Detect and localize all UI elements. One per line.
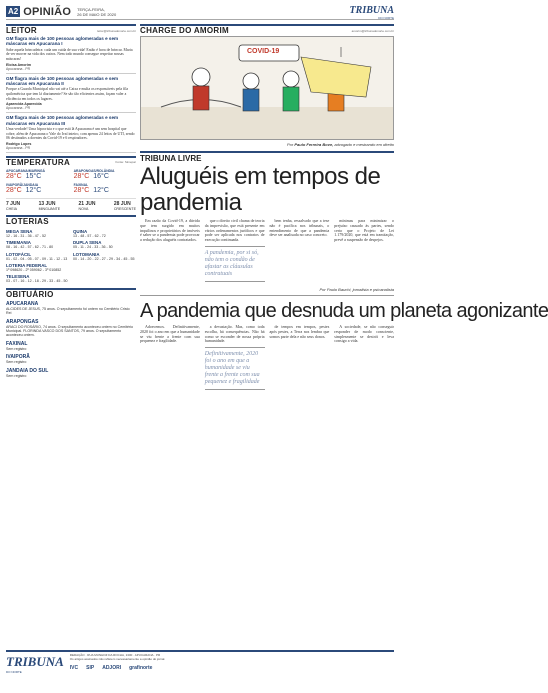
- page-header: [6, 4, 394, 20]
- letter-3: [6, 115, 136, 153]
- article2-column: [334, 325, 394, 393]
- city-temps: [74, 173, 136, 180]
- letter-title: GM flagra mais de 100 pessoas aglomeradas e sem máscaras em Apucarana II: [6, 75, 119, 86]
- lottery-name: TELESENA: [6, 274, 30, 280]
- letter-title: GM flagra mais de 100 pessoas aglomeradas e sem máscaras em Apucarana I: [6, 36, 119, 47]
- lottery-numbers: 00 - 14 - 20 - 22 - 27 - 29 - 34 - 45 - 55: [73, 256, 135, 261]
- city-name: APUCARANA/MARINGÁ: [6, 168, 45, 173]
- obit-city: FAXINAL: [6, 340, 28, 347]
- city-temp: [74, 183, 136, 194]
- page-footer: [6, 650, 394, 690]
- loterias-grid: [6, 227, 136, 261]
- credit-prefix: Por: [287, 142, 294, 147]
- letter-location: Apucarana - PR: [6, 145, 31, 150]
- lottery-name: MEGA SENA: [6, 228, 33, 234]
- lottery-numbers: 01 - 02 - 04 - 05 - 07 - 09 - 11 - 12 - 13: [6, 256, 68, 261]
- letter-title: GM flagra mais de 100 pessoas aglomeradas e sem máscaras em Apucarana III: [6, 115, 119, 126]
- obituario-header: [6, 288, 136, 298]
- obit-city: ARAPONGAS: [6, 318, 39, 325]
- letter-author: Aparecida Aparecida: [6, 102, 42, 107]
- obit-city: IVAIPORÃ: [6, 354, 30, 361]
- letter-body: Uma verdade! Uma hipocrisia e o que está lá Apucarana é um sem hospital que cobre, além de Apucarana o Vale do Ivaí inteiro, com apenas 24 leitos de UTI, sendo 06 destinados a doentes da Covid-19 e 6 respiradores.: [6, 127, 135, 141]
- pull-quote: Definitivamente, 2020 foi o ano em que a humanidade se viu frente a frente com sua pequenez e fragilidade: [205, 347, 265, 390]
- footer-disclaimer: Os artigos assinados não refletem necessariamente a opinião do jornal.: [69, 656, 166, 661]
- temp-row-2: [6, 183, 136, 194]
- moon-date: 13 JUN: [38, 200, 56, 207]
- page-number: A2: [8, 7, 19, 16]
- obit-text: Sem registro: [6, 360, 27, 365]
- letter-2: [6, 76, 136, 114]
- tribuna-livre-title: TRIBUNA LIVRE: [140, 151, 394, 163]
- lottery-numbers: 03 - 07 - 16 - 12 - 18 - 29 - 33 - 45 - 50: [6, 279, 68, 284]
- moon-name: NOVA: [78, 206, 89, 211]
- footer-logo-sub: DO NORTE: [6, 670, 22, 674]
- footer-logo: [6, 654, 64, 690]
- article2-headline: A pandemia que desnuda um planeta agonizante: [140, 299, 548, 322]
- date: [77, 7, 116, 17]
- cartoon-illustration: [140, 36, 394, 140]
- pull-quote: A pandemia, por si só, não tem o condão de afastar as cláusulas contratuais: [205, 246, 265, 282]
- temp-min: 12°C: [25, 186, 42, 194]
- temp-row-1: [6, 169, 136, 180]
- lottery-name: DUPLA SENA: [73, 240, 102, 246]
- moon-phase: [6, 201, 20, 211]
- letter-author: Eloisa Amorim: [6, 62, 32, 67]
- loterias-col-right: [73, 227, 136, 261]
- letter-1: [6, 36, 136, 74]
- article2-text: de tempos em tempos, pestes após pestes, a Terra nos lembra que somos parte dela e não seus donos.: [269, 323, 330, 339]
- cartoon-sign: COVID-19: [247, 48, 280, 55]
- moon-phase: [79, 201, 96, 211]
- article2-text: Adoecemos. Definitivamente, 2020 foi o ano em que a humanidade se viu frente a frente com sua pequenez e fragilidade.: [140, 323, 200, 344]
- lottery-name: TIMEMANIA: [6, 240, 31, 246]
- brand-sub: DO NORTE: [378, 16, 394, 20]
- loterias-title: LOTERIAS: [6, 216, 49, 226]
- charge-title: CHARGE DO AMORIM: [140, 26, 229, 35]
- temp-max: 28°C: [6, 172, 22, 180]
- moon-date: 21 JUN: [78, 200, 96, 207]
- footer-marks: [70, 665, 394, 671]
- city-temps: [6, 173, 68, 180]
- leitor-email[interactable]: leitor@tribunadonorte.com.br: [97, 28, 136, 33]
- leitor-header: [6, 24, 136, 34]
- footer-mark: grafinorte: [129, 664, 153, 671]
- cartoon-credit: [140, 142, 394, 147]
- city-name: ARAPONGAS/ROLÂNDIA: [73, 168, 115, 173]
- brand-logo: [350, 5, 394, 20]
- left-column: [6, 24, 136, 378]
- footer-address: REDAÇÃO · RUA MUNHOZ DA ROCHA, 1300 · APUCARANA · PR: [69, 653, 161, 657]
- moon-phase: [114, 201, 136, 211]
- city-name: IVAIPORÃ/JANDAIA: [6, 182, 39, 187]
- article-column: [205, 219, 265, 285]
- moon-phase: [39, 201, 61, 211]
- temp-min: 15°C: [25, 172, 42, 180]
- letter-location: Apucarana - PR: [6, 66, 31, 71]
- leitor-title: LEITOR: [6, 26, 37, 35]
- lottery-numbers: 12 - 16 - 31 - 36 - 47 - 52: [6, 233, 46, 238]
- moon-name: CHEIA: [6, 206, 17, 211]
- obit-city: APUCARANA: [6, 300, 39, 307]
- charge-email[interactable]: amorim@tribunadonorte.com.br: [351, 28, 394, 33]
- article-headline: Aluguéis em tempos de pandemia: [140, 163, 381, 216]
- moon-date: 28 JUN: [113, 200, 131, 207]
- lottery-numbers: 13 - 48 - 57 - 62 - 72: [73, 233, 106, 238]
- obit-text: Sem registro: [6, 346, 27, 351]
- obit-text: ALCIDES DE JESUS, 75 anos. O sepultamento foi ontem no Cemitério Cristo Rei: [6, 306, 130, 316]
- lottery-name: QUINA: [73, 228, 88, 234]
- right-column: [140, 24, 548, 393]
- article-text: que o direito civil chama de teoria da imprevisão, que está presente em vários ordenamentos jurídicos e que pode ser aplicada nos contratos de execução continuada.: [204, 218, 265, 243]
- temperatura-header: [6, 156, 136, 166]
- city-temps: [6, 187, 68, 194]
- loterias-col-left: [6, 227, 69, 261]
- article-column: [140, 219, 200, 285]
- moon-name: CRESCENTE: [113, 206, 136, 211]
- article-byline: Por Paulo Bauchi, jornalista e psicanalista: [140, 287, 394, 296]
- city-name: FAXINAL: [73, 182, 89, 187]
- loterias-header: [6, 215, 136, 225]
- temp-max: 28°C: [6, 186, 22, 194]
- date-line2: 26 DE MAIO DE 2020: [77, 11, 117, 17]
- article-column: [270, 219, 330, 285]
- article-body: [140, 219, 394, 285]
- obit-city: JANDAIA DO SUL: [6, 367, 49, 374]
- obituario-list: [6, 301, 136, 378]
- city-temp: [74, 169, 136, 180]
- obituario-title: OBITUÁRIO: [6, 289, 54, 299]
- article2-text: a devastação. Mas, como toda escolha, há consequências. Não há como se esconder de nossa própria humanidade.: [204, 323, 265, 344]
- lottery-name: LOTOMANIA: [73, 251, 100, 257]
- city-temp: [6, 183, 68, 194]
- article2-column: [140, 325, 200, 393]
- lottery-numbers: 05 - 11 - 24 - 33 - 36 - 50: [73, 245, 113, 250]
- date-line1: TERÇA-FEIRA,: [77, 6, 105, 12]
- article-text: bem tenha, ressalvado que a tese não é pacífica nos tribunais, o entendimento de que a pandemia deve ser analisada no caso concreto.: [269, 218, 330, 238]
- moon-phases: [6, 198, 136, 211]
- letter-body: Porque a Guarda Municipal não vai até a Caixa e multa os responsáveis pela fila quilométrica que tem lá diariamente? Se são tão eficientes assim, façam valer a eficiência em todos os lugares.: [6, 87, 129, 101]
- footer-mark: SIP: [86, 664, 95, 671]
- footer-logo-name: TRIBUNA: [6, 654, 64, 669]
- credit-name: Paulo Ferreira Bove,: [294, 142, 334, 147]
- temperatura-source: Fonte: Simepar: [115, 160, 136, 165]
- article-column: [334, 219, 394, 285]
- lottery-numbers: 1º 098620 - 2º 059062 - 3º 010852: [6, 268, 62, 272]
- article-text: Em razão da Covid-19, a dúvida que tem surgido em muitos inquilinos e proprietários de imóveis é saber se a pandemia pode provocar a redução dos aluguéis contratados.: [140, 218, 200, 243]
- city-temp: [6, 169, 68, 180]
- article2-column: [270, 325, 330, 393]
- temp-max: 28°C: [73, 186, 90, 194]
- obit-text: Sem registro: [6, 373, 27, 378]
- letter-location: Apucarana - PR: [6, 106, 31, 111]
- temp-min: 12°C: [93, 186, 109, 194]
- brand-name: TRIBUNA: [349, 5, 394, 16]
- lottery-name: LOTOFÁCIL: [6, 251, 32, 257]
- moon-name: MINGUANTE: [38, 206, 61, 211]
- credit-role: advogado e mestrando em direito: [334, 142, 394, 147]
- article2-text: A sociedade, se não conseguir responder de modo consciente, simplesmente se destrói e leva consigo a vida.: [334, 323, 394, 344]
- article2-column: [205, 325, 265, 393]
- article2-body: [140, 325, 394, 393]
- loterias-wide: [6, 263, 136, 284]
- temp-max: 28°C: [73, 172, 90, 180]
- footer-mark: ADJORI: [102, 664, 122, 671]
- footer-mark: IVC: [69, 664, 79, 671]
- letter-body: Sabe aquela brincadeira: cada um cuida de sua vida! Então é hora de brincar. Maria de ver morrer na vida dos outros. Nem todo mundo consegue respeitar nossas máscaras!: [6, 47, 133, 61]
- temperatura-title: TEMPERATURA: [6, 157, 71, 167]
- charge-header: [140, 24, 394, 34]
- lottery-numbers: 08 - 16 - 42 - 57 - 62 - 71 - 80: [6, 245, 54, 250]
- obit-text: ARACI DO ROSÁRIO, 74 anos. O sepultamento aconteceu ontem no Cemitério Municipal. FLORINDA VASCO DOS SANTOS, 79 anos. O sepultamento aconteceu ontem.: [6, 324, 134, 338]
- moon-date: 7 JUN: [6, 200, 21, 207]
- letter-author: Rodrigo Lopes: [6, 141, 32, 146]
- lottery-name: LOTERIA FEDERAL: [6, 263, 48, 268]
- article-text: mínimas para minimizar o prejuízo causado às partes, sendo certo que o Projeto de Lei 1.179/2020, que está em tramitação, prevê a suspensão de despejos.: [334, 218, 394, 243]
- city-temps: [74, 187, 136, 194]
- section-title: OPINIÃO: [23, 5, 72, 18]
- temp-min: 16°C: [93, 172, 109, 180]
